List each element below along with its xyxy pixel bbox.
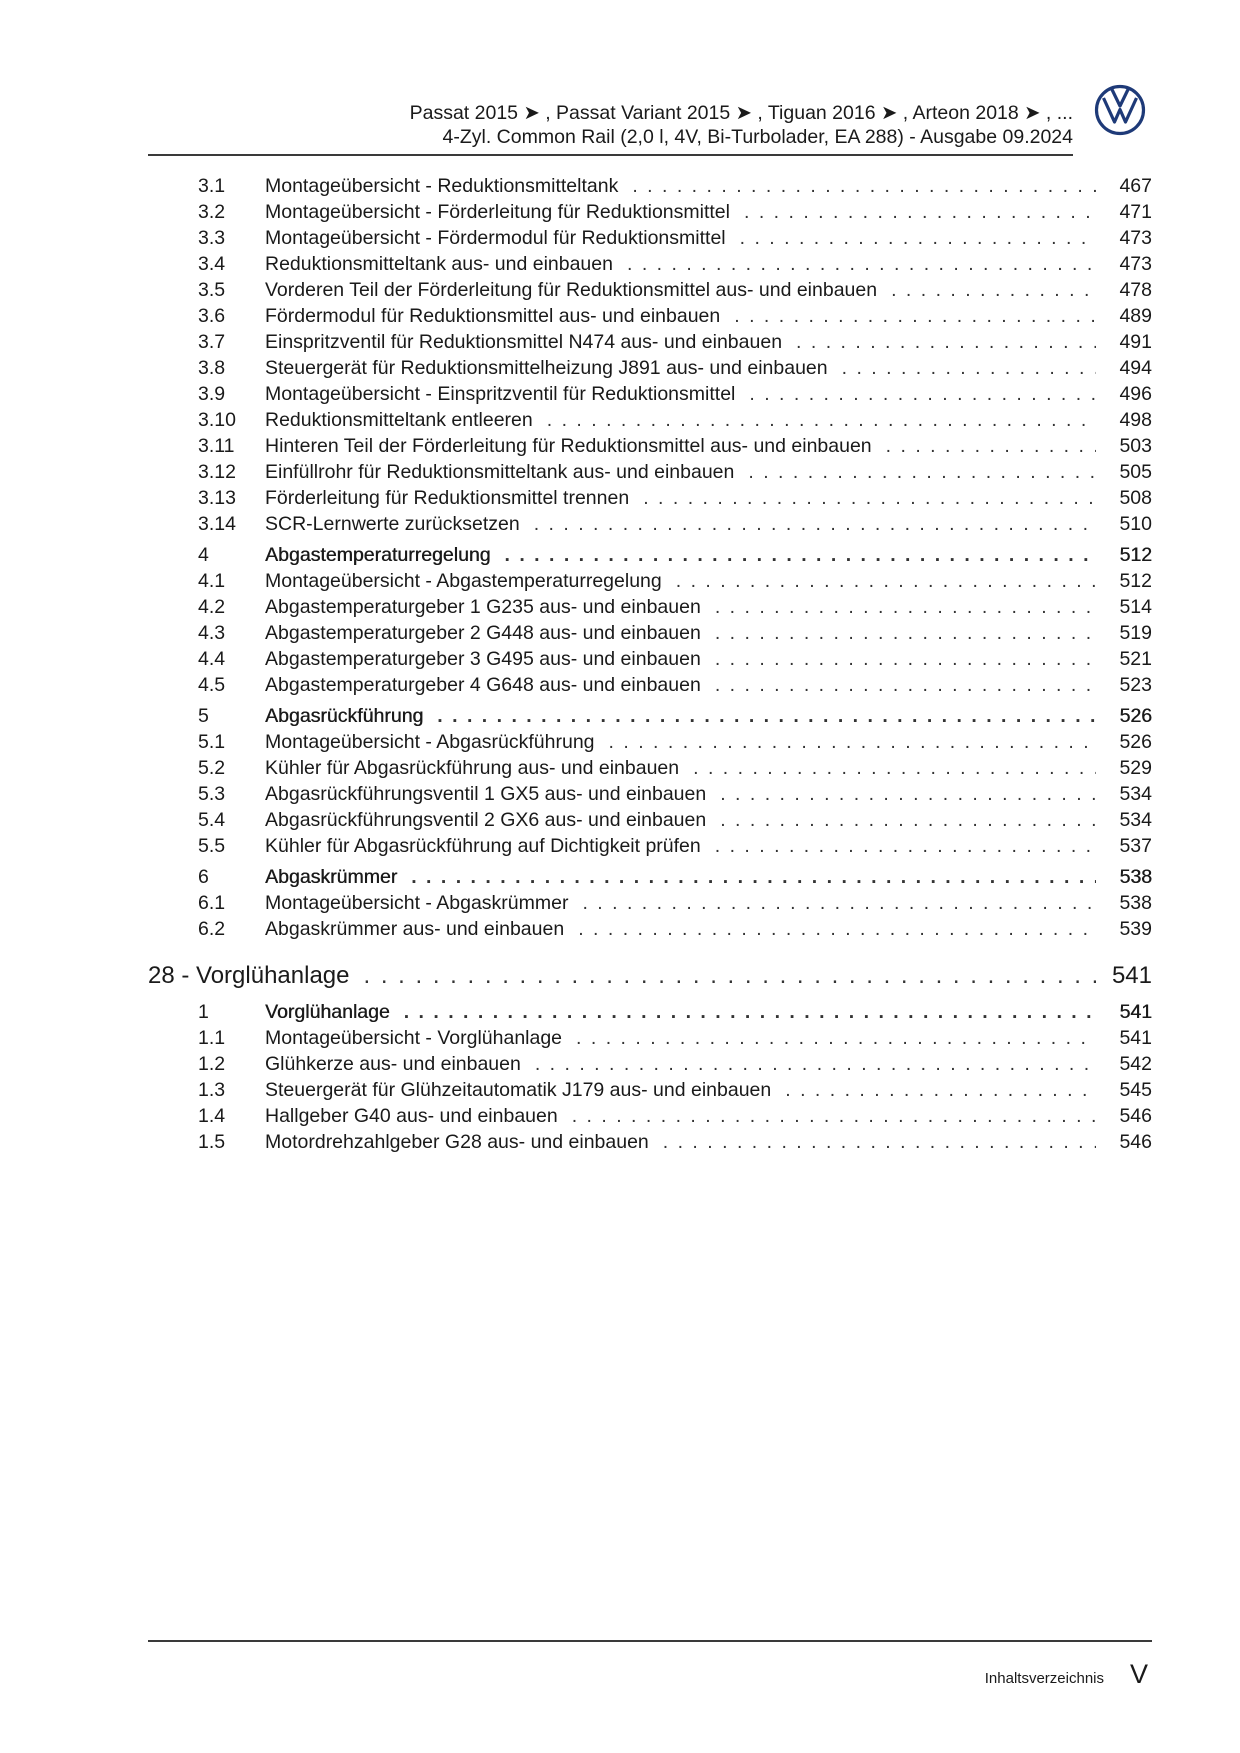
toc-number: 4.5 (198, 674, 226, 696)
toc-page: 514 (1096, 594, 1152, 620)
toc-entry[interactable] (148, 355, 1152, 381)
toc-entry[interactable] (148, 277, 1152, 303)
toc-title: Abgaskrümmer aus- und einbauen (265, 916, 578, 942)
page-footer (148, 1640, 1152, 1689)
toc-number: 3.11 (198, 435, 235, 457)
toc-number: 4.3 (198, 622, 226, 644)
vw-logo-icon (1094, 84, 1146, 136)
toc-number: 1 (198, 1001, 209, 1023)
toc-number: 6 (198, 866, 209, 888)
toc-title: Abgasrückführung (265, 703, 437, 729)
toc-number: 6.1 (198, 892, 226, 914)
toc-title: Abgaskrümmer (265, 864, 411, 890)
toc-leader (364, 958, 1097, 994)
toc-leader (740, 225, 1096, 251)
toc-title: SCR-Lernwerte zurücksetzen (265, 511, 534, 537)
toc-page: 510 (1096, 511, 1152, 537)
toc-title: Montageübersicht - Förderleitung für Reduktionsmittel (265, 199, 744, 225)
toc-section[interactable] (148, 703, 1152, 729)
toc-leader (715, 646, 1096, 672)
toc-page: 537 (1096, 833, 1152, 859)
toc-entry[interactable] (148, 1051, 1152, 1077)
footer-label: Inhaltsverzeichnis (984, 1670, 1104, 1687)
toc-page: 523 (1096, 672, 1152, 698)
toc-page: 519 (1096, 620, 1152, 646)
toc-title: Montageübersicht - Vorglühanlage (265, 1025, 576, 1051)
toc-entry[interactable] (148, 225, 1152, 251)
toc-entry[interactable] (148, 833, 1152, 859)
toc-page: 542 (1096, 1051, 1152, 1077)
toc-leader (715, 594, 1096, 620)
toc-leader (534, 511, 1096, 537)
toc-page: 538 (1096, 890, 1152, 916)
toc-title: Förderleitung für Reduktionsmittel trennen (265, 485, 643, 511)
toc-entry[interactable] (148, 459, 1152, 485)
toc-page: 534 (1096, 807, 1152, 833)
toc-entry[interactable] (148, 1025, 1152, 1051)
toc-number: 3.2 (198, 201, 226, 223)
toc-entry[interactable] (148, 594, 1152, 620)
toc-title: Abgastemperaturgeber 2 G448 aus- und einbauen (265, 620, 715, 646)
toc-leader (609, 729, 1096, 755)
toc-entry[interactable] (148, 807, 1152, 833)
toc-leader (578, 916, 1096, 942)
toc-number: 4.1 (198, 570, 226, 592)
toc-entry[interactable] (148, 1103, 1152, 1129)
toc-title: Vorderen Teil der Förderleitung für Reduktionsmittel aus- und einbauen (265, 277, 891, 303)
toc-entry[interactable] (148, 672, 1152, 698)
toc-number: 4.4 (198, 648, 226, 670)
toc-page: 545 (1096, 1077, 1152, 1103)
toc-number: 3.4 (198, 253, 226, 275)
toc-page: 512 (1096, 542, 1152, 568)
toc-title: Motordrehzahlgeber G28 aus- und einbauen (265, 1129, 663, 1155)
toc-leader (734, 303, 1096, 329)
toc-leader (720, 781, 1096, 807)
toc-number: 5.4 (198, 809, 226, 831)
footer-page-number: V (1129, 1659, 1148, 1689)
toc-page: 526 (1096, 703, 1152, 729)
toc-leader (785, 1077, 1096, 1103)
toc-leader (842, 355, 1096, 381)
toc-title: Hallgeber G40 aus- und einbauen (265, 1103, 572, 1129)
toc-number: 3.3 (198, 227, 226, 249)
toc-page: 505 (1096, 459, 1152, 485)
toc-entry[interactable] (148, 1129, 1152, 1155)
toc-leader (796, 329, 1096, 355)
toc-title: Hinteren Teil der Förderleitung für Reduktionsmittel aus- und einbauen (265, 433, 886, 459)
toc-leader (547, 407, 1096, 433)
toc-entry[interactable] (148, 511, 1152, 537)
toc-page: 508 (1096, 485, 1152, 511)
toc-leader (715, 672, 1096, 698)
toc-number: 4.2 (198, 596, 226, 618)
header-models: Passat 2015 ➤ , Passat Variant 2015 ➤ , Tiguan 2016 ➤ , Arteon 2018 ➤ , ... (409, 102, 1073, 124)
toc-title: Vorglühanlage (265, 999, 404, 1025)
toc-title: Montageübersicht - Einspritzventil für Reduktionsmittel (265, 381, 749, 407)
toc-page: 526 (1096, 729, 1152, 755)
toc-title: Abgasrückführungsventil 1 GX5 aus- und einbauen (265, 781, 720, 807)
toc-number: 3.5 (198, 279, 226, 301)
toc-entry[interactable] (148, 381, 1152, 407)
toc-page: 546 (1096, 1129, 1152, 1155)
toc-leader (891, 277, 1096, 303)
toc-entry[interactable] (148, 329, 1152, 355)
toc-title: Reduktionsmitteltank aus- und einbauen (265, 251, 627, 277)
toc-entry[interactable] (148, 173, 1152, 199)
toc-leader (632, 173, 1096, 199)
toc-number: 5.5 (198, 835, 226, 857)
toc-page: 539 (1096, 916, 1152, 942)
toc-page: 541 (1096, 1025, 1152, 1051)
toc-number: 3.7 (198, 331, 226, 353)
toc-entry[interactable] (148, 729, 1152, 755)
toc-page: 541 (1096, 999, 1152, 1025)
toc-entry[interactable] (148, 916, 1152, 942)
toc-page: 521 (1096, 646, 1152, 672)
toc-entry[interactable] (148, 199, 1152, 225)
toc-title: Reduktionsmitteltank entleeren (265, 407, 547, 433)
toc-page: 473 (1096, 225, 1152, 251)
toc-leader (676, 568, 1096, 594)
toc-number: 3.14 (198, 513, 236, 535)
toc-title: Abgastemperaturgeber 4 G648 aus- und einbauen (265, 672, 715, 698)
toc-leader (404, 999, 1096, 1025)
toc-entry[interactable] (148, 303, 1152, 329)
toc-number: 3.8 (198, 357, 226, 379)
toc-number: 5.3 (198, 783, 226, 805)
toc-leader (693, 755, 1096, 781)
toc-number: 5.2 (198, 757, 226, 779)
toc-leader (886, 433, 1096, 459)
toc-section[interactable] (148, 864, 1152, 890)
toc-title: Glühkerze aus- und einbauen (265, 1051, 535, 1077)
toc-title: Kühler für Abgasrückführung aus- und einbauen (265, 755, 693, 781)
toc-page: 538 (1096, 864, 1152, 890)
toc-title: Abgastemperaturgeber 1 G235 aus- und einbauen (265, 594, 715, 620)
toc-leader (437, 703, 1096, 729)
toc-number: 3.10 (198, 409, 236, 431)
toc-leader (715, 833, 1096, 859)
toc-number: 3.6 (198, 305, 226, 327)
toc-leader (576, 1025, 1096, 1051)
toc-title: Einfüllrohr für Reduktionsmitteltank aus- und einbauen (265, 459, 748, 485)
toc-leader (663, 1129, 1096, 1155)
toc-leader (535, 1051, 1096, 1077)
toc-title: Montageübersicht - Abgastemperaturregelung (265, 568, 676, 594)
toc-leader (572, 1103, 1096, 1129)
toc-number: 3.13 (198, 487, 236, 509)
header-engine: 4-Zyl. Common Rail (2,0 l, 4V, Bi-Turbolader, EA 288) - Ausgabe 09.2024 (442, 126, 1073, 148)
toc-title: Montageübersicht - Abgaskrümmer (265, 890, 582, 916)
toc-number: 1.4 (198, 1105, 226, 1127)
toc-leader (582, 890, 1096, 916)
toc-entry[interactable] (148, 646, 1152, 672)
toc-leader (720, 807, 1096, 833)
toc-entry[interactable] (148, 568, 1152, 594)
toc-number: 5 (198, 705, 209, 727)
toc-page: 491 (1096, 329, 1152, 355)
toc-title: Einspritzventil für Reduktionsmittel N474 aus- und einbauen (265, 329, 796, 355)
page-header (148, 96, 1073, 156)
table-of-contents (148, 173, 1152, 1155)
toc-number: 4 (198, 544, 209, 566)
toc-title: Fördermodul für Reduktionsmittel aus- und einbauen (265, 303, 734, 329)
toc-title: Abgastemperaturregelung (265, 542, 504, 568)
toc-number: 1.3 (198, 1079, 226, 1101)
toc-number: 1.1 (198, 1027, 226, 1049)
toc-page: 489 (1096, 303, 1152, 329)
toc-page: 494 (1096, 355, 1152, 381)
toc-number: 1.2 (198, 1053, 226, 1075)
toc-leader (411, 864, 1096, 890)
toc-page: 473 (1096, 251, 1152, 277)
toc-leader (749, 381, 1096, 407)
toc-number: 5.1 (198, 731, 226, 753)
toc-number: 1.5 (198, 1131, 226, 1153)
toc-page: 498 (1096, 407, 1152, 433)
toc-entry[interactable] (148, 781, 1152, 807)
toc-title: Montageübersicht - Reduktionsmitteltank (265, 173, 632, 199)
toc-number: 3.12 (198, 461, 236, 483)
toc-entry[interactable] (148, 407, 1152, 433)
toc-leader (627, 251, 1096, 277)
toc-title: Abgasrückführungsventil 2 GX6 aus- und einbauen (265, 807, 720, 833)
toc-title: Montageübersicht - Abgasrückführung (265, 729, 609, 755)
toc-page: 503 (1096, 433, 1152, 459)
toc-page: 478 (1096, 277, 1152, 303)
toc-title: 28 - Vorglühanlage (148, 958, 364, 994)
toc-entry[interactable] (148, 620, 1152, 646)
toc-leader (744, 199, 1096, 225)
toc-leader (643, 485, 1096, 511)
toc-entry[interactable] (148, 1077, 1152, 1103)
toc-section[interactable] (148, 542, 1152, 568)
toc-page: 467 (1096, 173, 1152, 199)
toc-title: Montageübersicht - Fördermodul für Reduktionsmittel (265, 225, 740, 251)
toc-entry[interactable] (148, 485, 1152, 511)
toc-leader (748, 459, 1096, 485)
toc-chapter[interactable] (148, 958, 1152, 994)
toc-section[interactable] (148, 999, 1152, 1025)
toc-entry[interactable] (148, 890, 1152, 916)
toc-leader (504, 542, 1096, 568)
toc-page: 496 (1096, 381, 1152, 407)
toc-entry[interactable] (148, 251, 1152, 277)
toc-title: Steuergerät für Glühzeitautomatik J179 aus- und einbauen (265, 1077, 785, 1103)
toc-entry[interactable] (148, 755, 1152, 781)
toc-number: 3.1 (198, 175, 226, 197)
toc-page: 534 (1096, 781, 1152, 807)
toc-page: 529 (1096, 755, 1152, 781)
toc-page: 541 (1096, 958, 1152, 994)
toc-title: Steuergerät für Reduktionsmittelheizung J891 aus- und einbauen (265, 355, 842, 381)
toc-page: 512 (1096, 568, 1152, 594)
toc-page: 546 (1096, 1103, 1152, 1129)
toc-number: 6.2 (198, 918, 226, 940)
toc-entry[interactable] (148, 433, 1152, 459)
toc-leader (715, 620, 1096, 646)
toc-page: 471 (1096, 199, 1152, 225)
toc-title: Abgastemperaturgeber 3 G495 aus- und einbauen (265, 646, 715, 672)
toc-number: 3.9 (198, 383, 226, 405)
toc-title: Kühler für Abgasrückführung auf Dichtigkeit prüfen (265, 833, 715, 859)
